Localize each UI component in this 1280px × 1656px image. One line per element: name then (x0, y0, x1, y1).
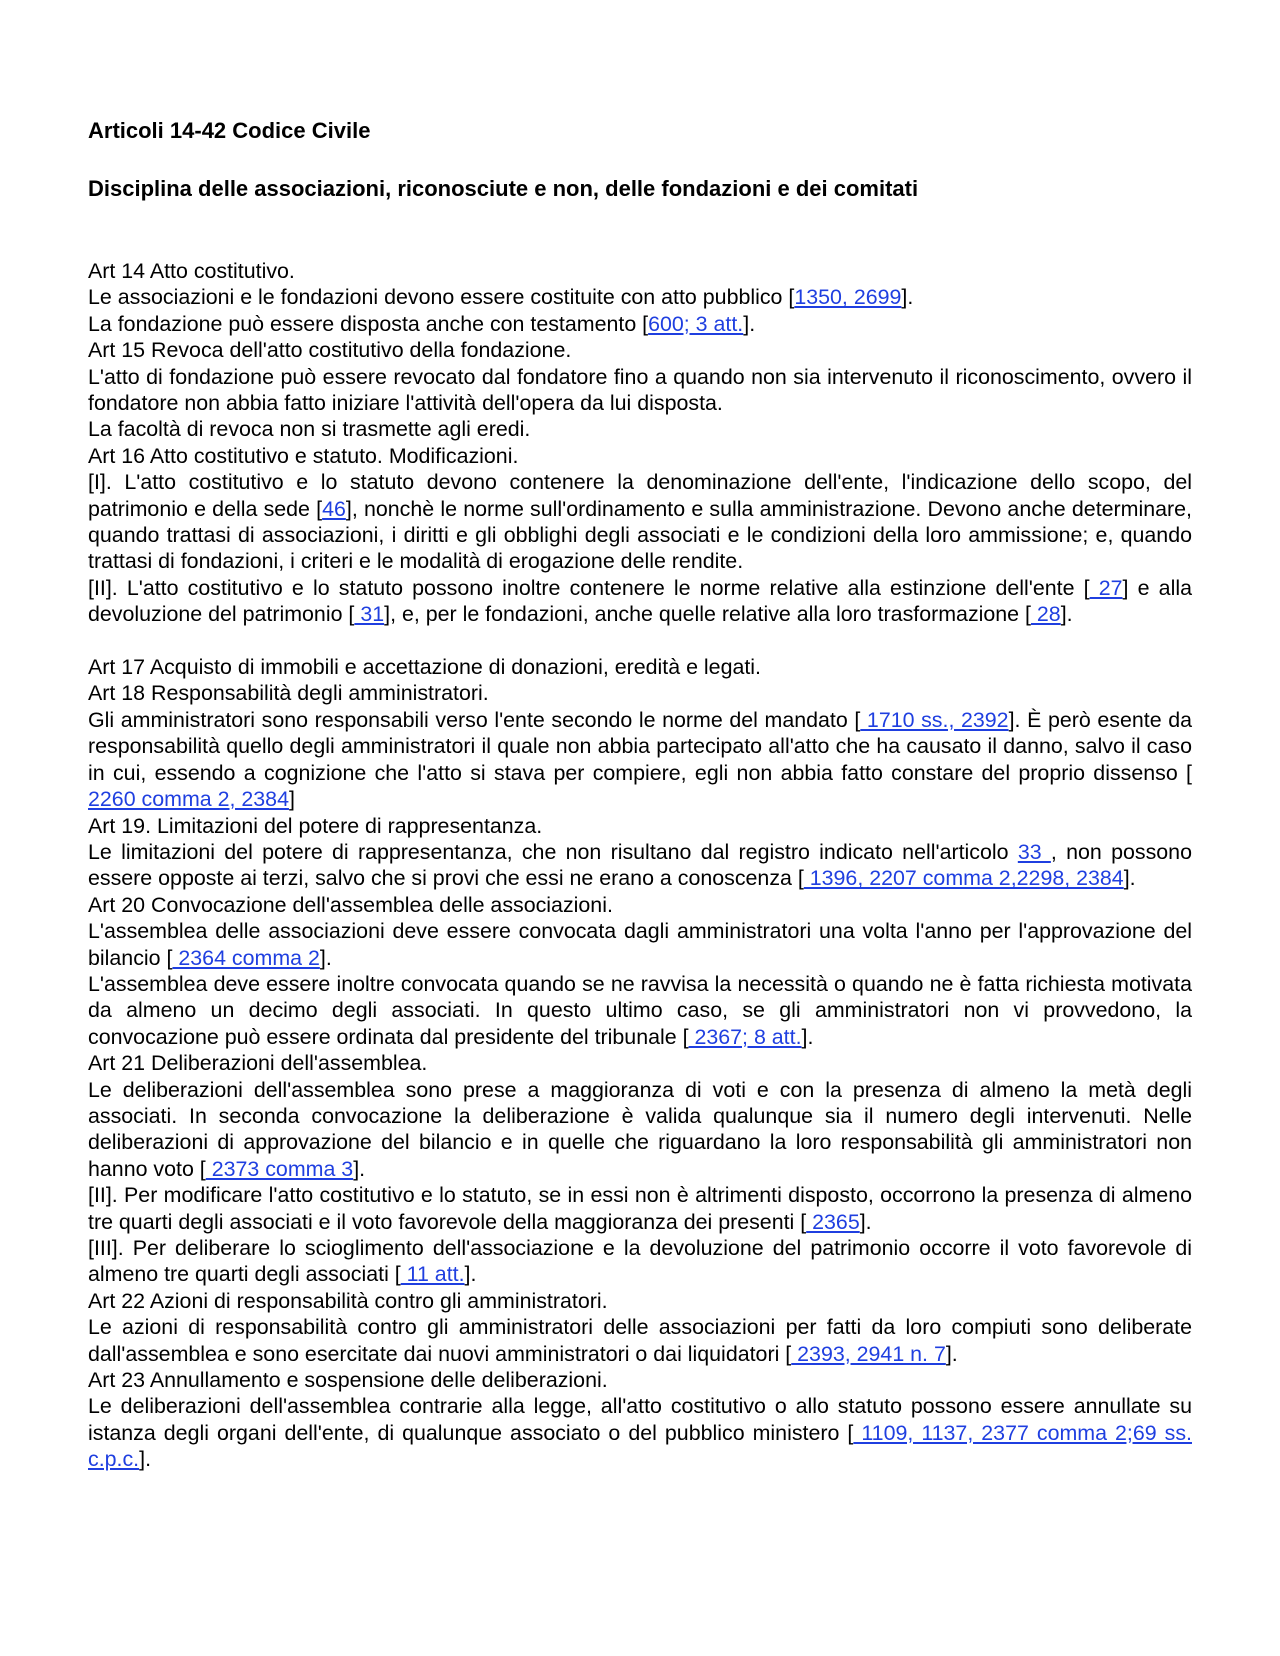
text-run: Art 18 Responsabilità degli amministratori. (88, 681, 489, 706)
reference-link[interactable]: 2364 comma 2 (172, 945, 320, 970)
article-heading (88, 258, 1192, 284)
reference-link[interactable]: 2367; 8 att. (688, 1024, 802, 1049)
article-heading (88, 1288, 1192, 1314)
text-run: [II]. Per modificare l'atto costitutivo e lo statuto, se in essi non è altrimenti disposto, occorrono la presenza di almeno tre quarti degli associati e il voto favorevole della maggioranza dei presenti [ (88, 1183, 1192, 1234)
text-run: ]. (945, 1341, 958, 1366)
text-run: ]. (743, 311, 756, 336)
article-paragraph (88, 839, 1192, 892)
text-run: Le azioni di responsabilità contro gli amministratori delle associazioni per fatti da loro compiuti sono deliberate dall'assemblea e sono esercitate dai nuovi amministratori o dai liquidatori [ (88, 1315, 1192, 1366)
document-title: Articoli 14-42 Codice Civile (88, 118, 371, 143)
article-paragraph (88, 1314, 1192, 1367)
text-run: Le associazioni e le fondazioni devono essere costituite con atto pubblico [ (88, 285, 795, 310)
text-run: ]. (801, 1024, 814, 1049)
reference-link[interactable]: 11 att. (400, 1262, 465, 1287)
text-run: Art 17 Acquisto di immobili e accettazione di donazioni, eredità e legati. (88, 655, 762, 680)
reference-link[interactable]: 1109, 1137, 2377 comma 2;69 ss. c.p.c. (88, 1420, 1192, 1472)
document-subtitle: Disciplina delle associazioni, riconosciute e non, delle fondazioni e dei comitati (88, 176, 919, 201)
reference-link[interactable]: 46 (322, 496, 346, 521)
reference-link[interactable]: 2260 comma 2, 2384 (88, 787, 289, 812)
reference-link[interactable]: 2365 (806, 1209, 860, 1234)
article-paragraph (88, 1077, 1192, 1183)
article-paragraph (88, 311, 1192, 337)
reference-link[interactable]: 33 (1017, 839, 1051, 864)
text-run: Art 19. Limitazioni del potere di rappresentanza. (88, 813, 543, 838)
article-heading (88, 654, 1192, 680)
text-run: ], e, per le fondazioni, anche quelle relative alla loro trasformazione [ (384, 602, 1031, 627)
text-run: Art 23 Annullamento e sospensione delle deliberazioni. (88, 1368, 608, 1393)
article-paragraph (88, 416, 1192, 442)
article-paragraph (88, 1393, 1192, 1472)
article-heading (88, 1367, 1192, 1393)
article-heading (88, 892, 1192, 918)
article-paragraph (88, 284, 1192, 310)
article-paragraph (88, 918, 1192, 971)
text-run: La fondazione può essere disposta anche con testamento [ (88, 311, 649, 336)
text-run: [I]. L'atto costitutivo e lo statuto devono contenere la denominazione dell'ente, l'indicazione dello scopo, del patrimonio e della sede [ (88, 470, 1192, 521)
text-run: ], nonchè le norme sull'ordinamento e sulla amministrazione. Devono anche determinare, quando trattasi di associazioni, i diritti e gli obblighi degli associati e le condizioni della loro ammissione; e, quando trattasi di fondazioni, i criteri e le modalità di erogazione delle rendite. (88, 496, 1192, 574)
text-run: Art 21 Deliberazioni dell'assemblea. (88, 1051, 428, 1076)
reference-link[interactable]: 28 (1030, 602, 1061, 627)
text-run: ]. (1060, 602, 1073, 627)
text-run: ]. (139, 1447, 152, 1472)
reference-link[interactable]: 1350, 2699 (794, 285, 902, 310)
article-paragraph (88, 971, 1192, 1050)
text-run: ]. (353, 1156, 366, 1181)
text-run: ] e alla devoluzione del patrimonio [ (88, 575, 1192, 627)
article-paragraph (88, 575, 1192, 628)
text-run: Art 14 Atto costitutivo. (88, 259, 295, 283)
article-paragraph (88, 1235, 1192, 1288)
text-run: Gli amministratori sono responsabili verso l'ente secondo le norme del mandato [ (88, 707, 861, 732)
text-run: L'atto di fondazione può essere revocato dal fondatore fino a quando non sia intervenuto il riconoscimento, ovvero il fondatore non abbia fatto iniziare l'attività dell'opera da lui disposta. (88, 364, 1192, 416)
text-run: L'assemblea delle associazioni deve essere convocata dagli amministratori una volta l'anno per l'approvazione del bilancio [ (88, 919, 1192, 970)
article-paragraph (88, 469, 1192, 575)
text-run: [II]. L'atto costitutivo e lo statuto possono inoltre contenere le norme relative alla estinzione dell'ente [ (88, 575, 1090, 600)
text-run: , non possono essere opposte ai terzi, salvo che si provi che essi ne erano a conoscenza [ (88, 839, 1192, 891)
reference-link[interactable]: 600; 3 att. (648, 311, 744, 336)
text-run: [III]. Per deliberare lo scioglimento dell'associazione e la devoluzione del patrimonio occorre il voto favorevole di almeno tre quarti degli associati [ (88, 1236, 1192, 1287)
text-run: Art 15 Revoca dell'atto costitutivo della fondazione. (88, 338, 572, 363)
text-run: ]. (1123, 866, 1136, 891)
blank-line (88, 628, 1192, 654)
text-run: Art 20 Convocazione dell'assemblea delle associazioni. (88, 892, 613, 917)
text-run: Le limitazioni del potere di rappresentanza, che non risultano dal registro indicato nell'articolo (88, 839, 1018, 864)
article-heading (88, 337, 1192, 363)
text-run: ] (288, 787, 295, 812)
text-run: Le deliberazioni dell'assemblea sono prese a maggioranza di voti e con la presenza di almeno la metà degli associati. In seconda convocazione la deliberazione è valida qualunque sia il numero degli intervenuti. Nelle deliberazioni di approvazione del bilancio e in quelle che riguardano la loro responsabilità gli amministratori non hanno voto [ (88, 1077, 1192, 1181)
reference-link[interactable]: 1396, 2207 comma 2,2298, 2384 (803, 866, 1124, 891)
text-run: ]. (464, 1262, 477, 1287)
text-run: L'assemblea deve essere inoltre convocata quando se ne ravvisa la necessità o quando ne è fatta richiesta motivata da almeno un decimo degli associati. In questo ultimo caso, se gli amministratori non vi provvedono, la convocazione può essere ordinata dal presidente del tribunale [ (88, 971, 1192, 1049)
text-run: La facoltà di revoca non si trasmette agli eredi. (88, 417, 531, 442)
reference-link[interactable]: 2393, 2941 n. 7 (791, 1341, 946, 1366)
article-paragraph (88, 1182, 1192, 1235)
article-heading (88, 680, 1192, 706)
reference-link[interactable]: 27 (1089, 575, 1123, 600)
document-body (88, 258, 1192, 1473)
reference-link[interactable]: 31 (354, 602, 385, 627)
article-paragraph (88, 707, 1192, 813)
text-run: ]. È però esente da responsabilità quello degli amministratori il quale non abbia partecipato all'atto che ha causato il danno, salvo il caso in cui, essendo a cognizione che l'atto si stava per compiere, egli non abbia fatto constare del proprio dissenso [ (88, 707, 1192, 785)
article-heading (88, 443, 1192, 469)
article-paragraph (88, 364, 1192, 417)
reference-link[interactable]: 1710 ss., 2392 (860, 707, 1009, 732)
reference-link[interactable]: 2373 comma 3 (205, 1156, 354, 1181)
article-heading (88, 813, 1192, 839)
article-heading (88, 1050, 1192, 1076)
text-run: ]. (319, 945, 332, 970)
text-run: Le deliberazioni dell'assemblea contrarie alla legge, all'atto costitutivo o allo statuto possono essere annullate su istanza degli organi dell'ente, di qualunque associato o del pubblico ministero [ (88, 1394, 1192, 1445)
text-run: ]. (859, 1209, 872, 1234)
text-run: Art 16 Atto costitutivo e statuto. Modificazioni. (88, 443, 519, 468)
text-run: ]. (901, 285, 914, 310)
text-run: Art 22 Azioni di responsabilità contro gli amministratori. (88, 1288, 608, 1313)
